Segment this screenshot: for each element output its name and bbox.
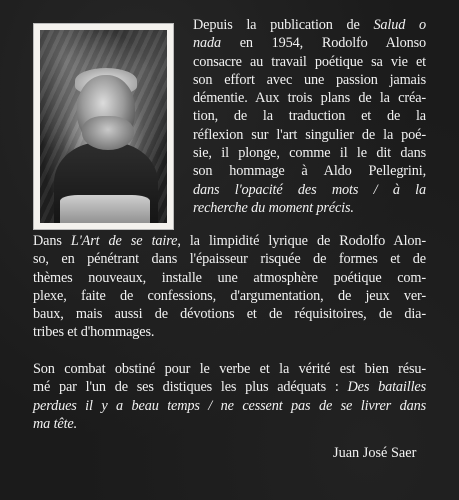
text-line [193,89,426,107]
italic-text: recherche du moment précis. [193,199,354,216]
italic-text: nada [193,35,221,52]
text-line [33,305,426,323]
text-line [193,16,426,34]
text-line [193,71,426,89]
text-run: mé par l'un de ses distiques les plus adéquats : [33,379,348,396]
text-line [193,199,426,217]
text-line [33,250,426,268]
text-run: consacre au travail poétique sa vie et [193,53,426,70]
text-run: son hommage à Aldo Pellegrini, [193,163,426,180]
text-run: baux, mais aussi de dévotions et de réquisitoires, de dia- [33,306,426,323]
text-run: son effort avec une passion jamais [193,71,426,88]
text-line [193,53,426,71]
italic-text: L'Art de se taire [70,233,178,249]
text-line [193,34,426,52]
text-line [193,181,426,199]
text-line [33,397,426,415]
text-line [33,323,426,341]
text-line [193,162,426,180]
italic-text: ma tête. [33,415,78,432]
text-run: , la limpidité lyrique de Rodolfo Alon- [177,233,426,249]
photo-figure-hand [82,116,134,150]
text-run: so, en pénétrant dans l'épaisseur risquée de formes et de [33,251,426,268]
text-run: plexe, faite de confessions, d'argumentation, de jeux ver- [33,287,426,304]
paragraph-art-de-se-taire [33,232,426,342]
author-portrait [40,30,167,223]
text-run: réflexion sur l'art singulier de la poé- [193,126,426,143]
text-line [193,126,426,144]
text-run: tion, de la traduction et de la [193,108,426,125]
text-line [193,144,426,162]
text-line [33,287,426,305]
text-run: en 1954, Rodolfo Alonso [221,35,426,52]
text-run: Depuis la publication de [193,17,374,33]
text-line [193,107,426,125]
text-run: Dans [33,233,71,249]
italic-text: dans l'opacité des mots / à la [193,181,426,198]
italic-text: perdues il y a beau temps / ne cessent pas de se livrer dans [33,397,426,414]
text-line [33,378,426,396]
paragraph-combat [33,360,426,433]
italic-text: Salud o [373,17,426,33]
signature-author: Juan José Saer [333,445,417,461]
text-line [33,415,426,433]
italic-text: Des batailles [347,379,427,396]
text-run: thèmes nouveaux, installe une atmosphère poétique com- [33,269,426,286]
text-run: Son combat obstiné pour le verbe et la vérité est bien résu- [33,361,426,377]
author-photo [33,23,174,230]
paragraph-intro [193,16,426,217]
text-run: démentie. Aux trois plans de la créa- [193,90,426,107]
text-run: sie, il plonge, comme il le dit dans [193,145,426,162]
text-line [33,360,426,378]
text-line [33,232,426,250]
photo-figure-shirt [60,195,150,223]
text-line [33,269,426,287]
text-run: tribes et d'hommages. [33,324,155,341]
